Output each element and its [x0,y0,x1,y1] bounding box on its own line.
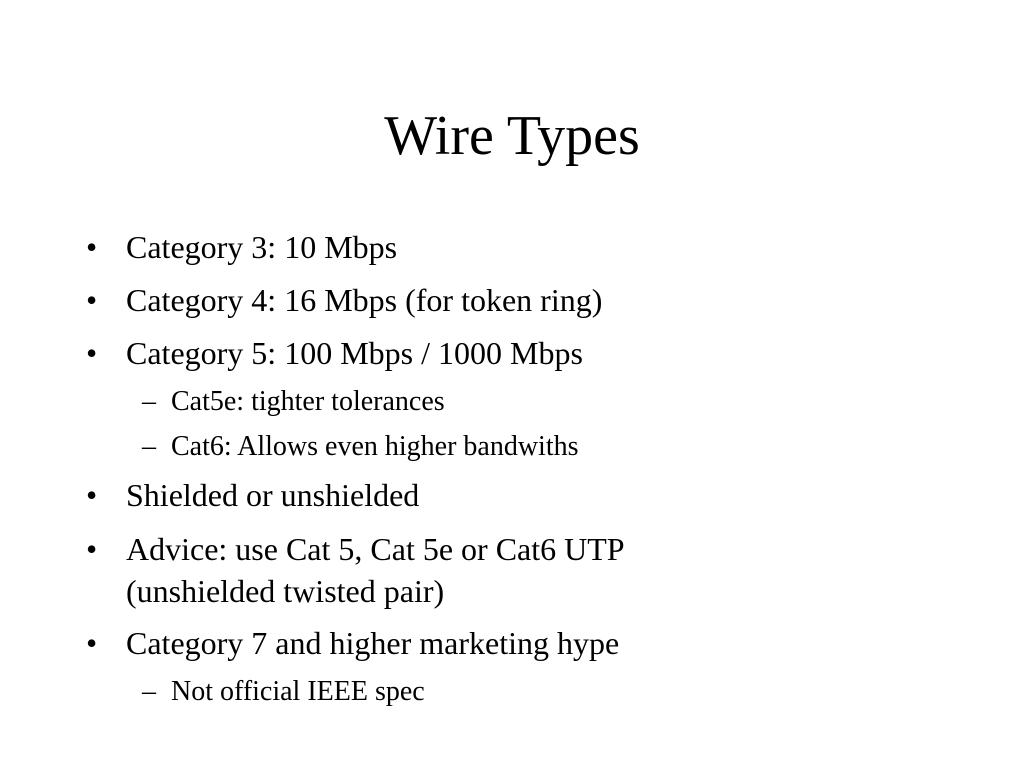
bullet-text: Category 7 and higher marketing hype [126,625,620,661]
sub-bullet-text: Cat5e: tighter tolerances [171,386,445,417]
bullet-continuation-text: (unshielded twisted pair) [126,573,445,609]
slide-title: Wire Types [384,105,640,167]
bullet-marker: • [86,282,98,318]
bullet-text: Category 4: 16 Mbps (for token ring) [126,282,603,318]
bullet-marker: • [86,335,98,371]
bullet-text: Advice: use Cat 5, Cat 5e or Cat6 UTP [126,531,625,567]
sub-bullet-marker: – [142,431,156,462]
bullet-text: Category 3: 10 Mbps [126,229,398,265]
bullet-marker: • [86,477,98,513]
bullet-text: Shielded or unshielded [126,477,420,513]
sub-bullet-text: Cat6: Allows even higher bandwiths [171,431,579,462]
sub-bullet-marker: – [142,676,156,707]
bullet-text: Category 5: 100 Mbps / 1000 Mbps [126,335,583,371]
sub-bullet-text: Not official IEEE spec [171,676,425,707]
bullet-marker: • [86,531,98,567]
sub-bullet-marker: – [142,386,156,417]
bullet-marker: • [86,229,98,265]
bullet-marker: • [86,625,98,661]
